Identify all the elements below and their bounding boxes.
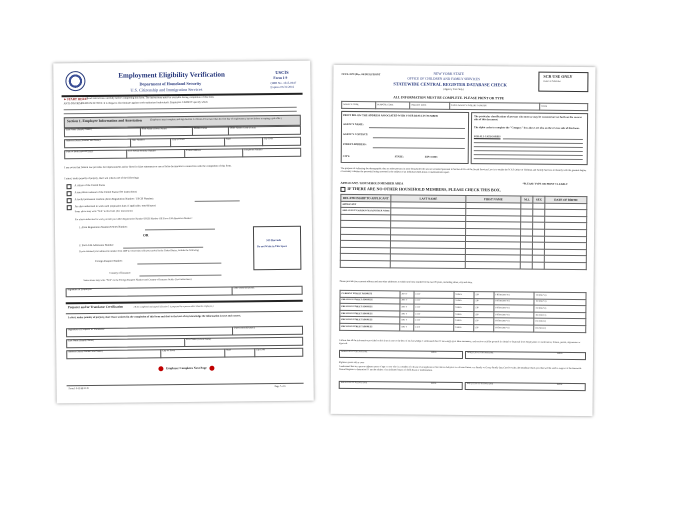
- dhs-seal-icon: [65, 71, 85, 91]
- address-row[interactable]: [340, 323, 586, 332]
- address-col-label: TO (Mo/Yr): [535, 320, 547, 323]
- no-other-members: IF THERE ARE NO OTHER HOUSEHOLD MEMBERS, PLEASE CHECK THIS BOX.: [347, 185, 501, 193]
- last-name-label: Last Name (Family Name): [65, 127, 92, 132]
- for-all-categories: FOR ALL CATEGORIES: [473, 135, 501, 139]
- footer-page: Page 7 of 9: [274, 384, 286, 389]
- address-col-label: ZIP: [475, 313, 479, 316]
- street-address-label: STREET ADDRESS:: [342, 142, 367, 147]
- citizen-checkbox[interactable]: [66, 184, 71, 189]
- city-label: City or Town: [172, 137, 185, 142]
- household-table: [340, 194, 588, 270]
- ocfs-form-code: OCFS-3370 (Rev. 06/2015) FRONT: [341, 72, 381, 77]
- address-row-label: PREVIOUS STREET ADDRESS: [341, 319, 373, 322]
- agency: U.S. Citizenship and Immigration Services: [130, 86, 203, 93]
- scr-sub: Return to Submitter: [543, 80, 561, 83]
- preparer-title: Preparer and/or Translator Certification: [67, 304, 124, 310]
- address-row-label: PREVIOUS STREET ADDRESS: [341, 325, 373, 328]
- sig2-date: DATE: [557, 352, 563, 355]
- sig2-label: APPLICANT'S SIGNATURE: [467, 352, 494, 355]
- sig3-date: DATE: [430, 382, 437, 385]
- apt-label: Apt. Number: [132, 138, 145, 142]
- address-col-label: STATE: [455, 326, 462, 329]
- address-col-label: APT #: [401, 326, 407, 329]
- must-complete: ALL INFORMATION MUST BE COMPLETE. PLEASE PRINT OR TYPE: [393, 95, 505, 101]
- na-note: Some aliens may write "N/A" on the Foreign Passport Number and Country of Issuance fields. (See instructions): [83, 277, 192, 283]
- address-col-label: TO (Mo/Yr): [535, 294, 547, 297]
- city-label-2: CITY:: [342, 154, 350, 159]
- sig4-date: DATE: [556, 383, 563, 386]
- anti-discrimination: ANTI-DISCRIMINATION NOTICE: It is illegal to discriminate against work-authorized individuals. Employers CANNOT specify which: [63, 100, 208, 106]
- address-note: Please provide your current address and any other addresses at which you have resided for the last 28 years, including street, city and state.: [339, 279, 473, 285]
- zip-label: Zip Code: [264, 137, 274, 141]
- address-history-table: [339, 290, 586, 333]
- address-col-label: STATE: [455, 313, 462, 316]
- option-citizen: A citizen of the United States: [74, 183, 105, 188]
- date-today-label: Date (mm/dd/yyyy):: [233, 286, 255, 290]
- address-col-label: CITY: [415, 326, 421, 329]
- col-sex: SEX: [535, 197, 542, 202]
- understand-text: I understand that as a person eighteen years of age or over who is a resident of a house of an applicant to become an Adoptive or a Foster Parent or a Family or Group Family Day Care Provider, the Database Check provided will be used in support of the Statewide Central Register to determine if I am the subject of an indicated report of child abuse or maltreatment.: [338, 365, 582, 372]
- address-col-label: FROM (Mo/Yr): [495, 320, 510, 323]
- ocfs-office: OFFICE OF CHILDREN AND FAMILY SERVICES: [407, 76, 481, 82]
- or-label: OR: [143, 233, 149, 238]
- address-col-label: CITY: [415, 306, 421, 309]
- state-agency-number-cell: STATE AGENCY INQUIRY NUMBER: [451, 104, 487, 107]
- phone-label: Telephone Number: [244, 148, 263, 152]
- address-col-label: FROM (Mo/Yr): [495, 327, 510, 330]
- address-col-label: ZIP: [475, 307, 479, 310]
- section1-note: (Employees must complete and sign Section 1 of Form I-9 no later than the first day of employment, but not before accepting a job offer.): [149, 116, 282, 121]
- address-col-label: CITY: [415, 299, 421, 303]
- sig-preparer-label: Signature of Preparer or Translator:: [68, 327, 105, 332]
- footer-form-version: Form I-9 03/08/13 N: [68, 387, 89, 391]
- sig3-label: APPLICANT'S SIGNATURE: [340, 381, 368, 385]
- section1-title: Section 1. Employee Information and Attestation: [66, 117, 142, 123]
- date-preparer-label: Date (mm/dd/yyyy):: [233, 326, 256, 330]
- ocfs-title: STATEWIDE CENTRAL REGISTER DATABASE CHECK: [393, 81, 508, 88]
- form-name: Form I-9: [273, 75, 288, 81]
- address-col-label: TO (Mo/Yr): [535, 327, 547, 330]
- scr-use-only-box: [538, 72, 588, 92]
- state-label: State: [226, 137, 231, 141]
- code-cell: CODE: [541, 105, 548, 108]
- sig1-date: DATE: [431, 351, 437, 354]
- address-row-label: PREVIOUS STREET ADDRESS: [341, 299, 373, 302]
- dob-row: [64, 148, 301, 159]
- address-col-label: CITY: [415, 313, 421, 316]
- address-row-label: CURRENT STREET ADDRESS: [341, 292, 373, 296]
- purpose-text: The purpose of collecting the demographic data on other persons in your household who are not screened pursuant to Section 424-a of the Social Services Law is to enable the N.Y.S Office of Children and Family Services to identify with the greatest degree of certainty whether the person(s) being screened is the subject of an indicated child abuse or maltreatment report.: [340, 166, 587, 174]
- item2-note: If you obtained your admission number from CBP in connection with your arrival in the United States, include the following:: [79, 248, 200, 254]
- agency-name-label: AGENCY NAME:: [342, 122, 364, 127]
- state-label-2: STATE:: [394, 155, 404, 159]
- address-row-label: PREVIOUS STREET ADDRESS: [341, 305, 373, 309]
- option-alien: An alien authorized to work until (expiration date, if applicable, mm/dd/yyyy): [74, 204, 156, 209]
- aliens-note: For aliens authorized to work, provide your Alien Registration Number/USCIS Number OR Form I-94 Admission Number:: [74, 216, 193, 222]
- employee-signature-row[interactable]: [66, 286, 303, 297]
- ocfs-subtitle: (Agency Use Only): [443, 87, 464, 91]
- form-title: Employment Eligibility Verification: [118, 70, 225, 80]
- col-dob: DATE OF BIRTH: [554, 197, 578, 202]
- row-maiden-alias: APPLICANT'S MAIDEN/ALIAS/OTHER NAME: [342, 209, 390, 213]
- agency-code-table: [341, 101, 588, 111]
- stop-sign-icon: [158, 366, 163, 371]
- print-below: PRINT BELOW THE ADDRESS ASSOCIATED WITH YOUR RESULTS NUMBER: [343, 113, 438, 118]
- barcode-note: Do not Write in This Space: [257, 244, 288, 249]
- address-col-label: STATE: [455, 293, 462, 296]
- foreign-passport-label: Foreign Passport Number:: [95, 259, 123, 263]
- alien-authorized-checkbox[interactable]: [67, 205, 72, 210]
- address-col-label: APT #: [401, 299, 408, 302]
- address-col-label: APT #: [401, 319, 408, 322]
- barcode-label: 3-D Barcode: [266, 238, 282, 243]
- email-label: E-mail Address: [186, 148, 201, 152]
- address-col-label: APT #: [401, 306, 408, 309]
- attest-intro: I attest, under penalty of perjury, that I am (check one of the following):: [64, 176, 140, 181]
- sig1-label: APPLICANT'S SIGNATURE: [341, 350, 368, 354]
- preparer-city: City or Town: [162, 349, 175, 353]
- agency-code-cell: AGENCY CODE: [343, 103, 359, 106]
- no-members-checkbox[interactable]: [340, 186, 345, 191]
- address-col-label: CITY: [415, 293, 421, 296]
- preparer-attest: I attest, under penalty of perjury, that I have assisted in the completion of this form and that to the best of my knowledge the information is true and correct.: [67, 314, 242, 320]
- other-names-label: Other Names Used (if any): [229, 126, 256, 130]
- right-heading: The particular classifications of persons who must or may be screened are set forth on the reverse side of this document.: [474, 115, 582, 122]
- omb-number: OMB No. 1615-0047: [270, 80, 297, 86]
- some-aliens-note: Some aliens may write "N/A" in this field. (See instructions): [74, 209, 133, 214]
- scr-use-only: SCR USE ONLY: [543, 73, 573, 79]
- address-col-label: APT #: [401, 293, 408, 296]
- eighteen-label: Eighteen years old or over: [338, 360, 365, 365]
- address-col-label: ZIP: [475, 320, 479, 323]
- address-col-label: TO (Mo/Yr): [535, 301, 547, 304]
- address-row-label: PREVIOUS STREET ADDRESS: [341, 312, 373, 315]
- col-first-name: FIRST NAME: [483, 196, 503, 202]
- address-col-label: FROM (Mo/Yr): [495, 300, 510, 303]
- preparer-address: Address (Street Number and Name): [68, 349, 103, 354]
- barcode-box: [253, 226, 301, 271]
- purpose-code-cell: PURPOSE CODE: [377, 104, 394, 107]
- item2-label: 2. Form I-94 Admission Number:: [79, 243, 114, 248]
- address-col-label: STATE: [455, 320, 462, 323]
- employer-button-label: Employer Completes Next Page: [166, 365, 207, 371]
- noncitizen-national-checkbox[interactable]: [67, 191, 72, 196]
- expiration: Expires 03/31/2016: [270, 84, 295, 90]
- address-col-label: FROM (Mo/Yr): [495, 294, 510, 297]
- ssn-label: U.S. Social Security Number: [128, 149, 156, 153]
- aware-text: I am aware that federal law provides for imprisonment and/or fines for false statements or use of false documents in connection with the completion of this form.: [64, 164, 232, 170]
- preparer-note: (To be completed and signed if Section 1 is prepared by a person other than the employee.): [133, 305, 214, 309]
- agency-contact-label: AGENCY CONTACT:: [342, 132, 369, 137]
- stop-sign-icon: [210, 366, 215, 371]
- table-row[interactable]: [340, 260, 586, 269]
- address-col-label: TO (Mo/Yr): [535, 314, 547, 317]
- middle-initial-label: Middle Initial: [193, 126, 208, 130]
- ocfs-state: NEW YORK STATE: [433, 71, 464, 77]
- address-col-label: ZIP: [475, 300, 479, 303]
- form-code: USCIS: [275, 69, 289, 76]
- affirm-text: I affirm that all the information provided on this form is true to the best of my knowledge. I understand that if I knowingly give false statements, such action could be grounds for denial or dismissal from employment or certification, license, permit, registration or approval.: [339, 339, 581, 345]
- option-permanent-resident: A lawful permanent resident (Alien Registration Number / USCIS Number):: [74, 197, 154, 202]
- preparer-last-name: Last Name (Family Name): [68, 338, 94, 343]
- zip-label-2: ZIP CODE:: [424, 155, 438, 159]
- preparer-first-name: First Name (Given Name): [186, 337, 212, 341]
- first-name-label: First Name (Given Name): [141, 127, 167, 131]
- preparer-state: State: [226, 348, 232, 352]
- start-here-text: Read instructions carefully before completing this form. The instructions must be available during completion of this form.: [86, 95, 215, 101]
- applicant-area-label: APPLICANT / HOUSEHOLD MEMBER AREA: [340, 180, 404, 186]
- start-here-label: ►START HERE.: [63, 96, 88, 102]
- option-noncitizen: A noncitizen national of the United States (See instructions): [74, 190, 137, 195]
- permanent-resident-checkbox[interactable]: [67, 198, 72, 203]
- address-col-label: ZIP: [475, 293, 479, 296]
- employer-next-page-button[interactable]: [148, 365, 224, 373]
- address-label: Address (Street Number and Name): [66, 138, 101, 143]
- address-col-label: TO (Mo/Yr): [535, 307, 547, 310]
- right-text: The alpha codes to complete the "Category" box above are also on the reverse side of this form.: [473, 126, 580, 131]
- dob-label: Date of Birth (mm/dd/yyyy): [66, 149, 94, 154]
- address-col-label: STATE: [455, 306, 462, 309]
- address-col-label: FROM (Mo/Yr): [495, 307, 510, 310]
- sig4-label: APPLICANT'S SIGNATURE: [466, 383, 494, 386]
- item1-label: 1. Alien Registration Number/USCIS Number:: [78, 225, 128, 230]
- sig-employee-label: Signature of Employee:: [67, 287, 93, 292]
- i9-form-page: [53, 61, 314, 404]
- address-col-label: CITY: [415, 319, 421, 322]
- address-col-label: ZIP: [475, 326, 479, 329]
- preparer-zip: Zip Code: [256, 348, 266, 352]
- col-last-name: LAST NAME: [419, 196, 438, 201]
- country-label: Country of Issuance:: [109, 271, 132, 275]
- print-clearly: *PLEASE TYPE OR PRINT CLEARLY: [522, 182, 568, 186]
- inquiry-date-cell: INQUIRY DATE: [411, 104, 427, 107]
- row-applicant: APPLICANT: [342, 202, 357, 206]
- address-col-label: APT #: [401, 313, 408, 316]
- col-mi: M.I.: [524, 197, 530, 202]
- department: Department of Homeland Security: [139, 80, 202, 87]
- address-col-label: FROM (Mo/Yr): [495, 313, 510, 316]
- address-col-label: STATE: [455, 300, 462, 303]
- scr-database-check-page: [330, 65, 595, 416]
- col-relationship: RELATIONSHIP TO APPLICANT: [343, 195, 389, 201]
